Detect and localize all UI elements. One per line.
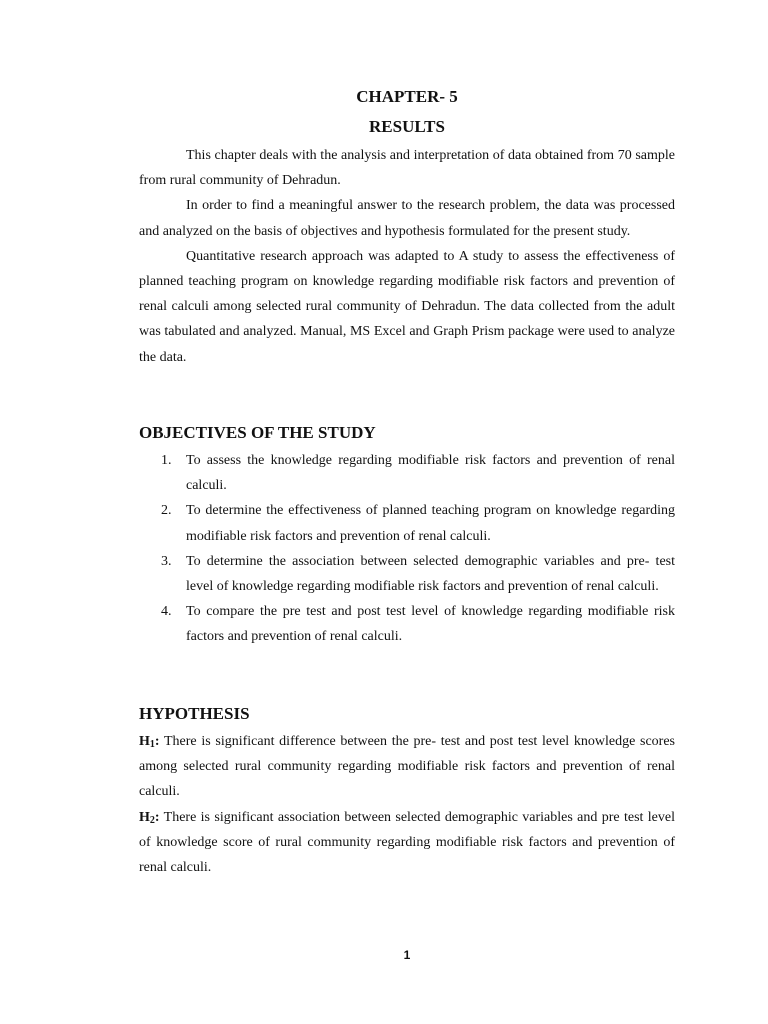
objective-number: 2. <box>161 503 172 519</box>
hypothesis-heading: HYPOTHESIS <box>139 704 250 723</box>
results-heading: RESULTS <box>369 117 445 136</box>
objective-item <box>139 599 675 649</box>
objectives-list <box>139 448 675 650</box>
hypothesis-label: $H_2$: <box>139 809 160 826</box>
objective-text: To compare the pre test and post test level of knowledge regarding modifiable risk factors and prevention of renal calculi. <box>186 604 675 645</box>
hypothesis-text: There is significant difference between the pre- test and post test level knowledge scores among selected rural community regarding modifiable risk factors and prevention of renal calculi. <box>139 734 675 800</box>
intro-section <box>139 143 675 370</box>
hypothesis-section <box>139 729 675 880</box>
page-number: 1 <box>403 948 411 962</box>
objective-number: 1. <box>161 453 172 468</box>
objectives-heading: OBJECTIVES OF THE STUDY <box>139 423 376 442</box>
intro-paragraph-1: This chapter deals with the analysis and interpretation of data obtained from 70 sample from rural community of Dehradun. <box>139 148 675 189</box>
document-page <box>139 0 675 1024</box>
objective-number: 3. <box>161 553 172 569</box>
objective-text: To determine the effectiveness of planned teaching program on knowledge regarding modifiable risk factors and prevention of renal calculi. <box>186 503 675 544</box>
hypothesis-label: $H_1$: <box>139 734 160 750</box>
intro-paragraph-3: Quantitative research approach was adapted to A study to assess the effectiveness of planned teaching program on knowledge regarding modifiable risk factors and prevention of renal calculi among selected rural community of Dehradun. The data collected from the adult was tabulated and analyzed. Manual, MS Excel and Graph Prism package were used to analyze the data. <box>139 248 675 365</box>
hypothesis-item-2 <box>139 805 675 881</box>
intro-paragraph-2: In order to find a meaningful answer to the research problem, the data was processed and analyzed on the basis of objectives and hypothesis formulated for the present study. <box>139 198 675 239</box>
objective-item <box>139 549 675 599</box>
hypothesis-text: There is significant association between selected demographic variables and pre test level of knowledge score of rural community regarding modifiable risk factors and prevention of renal calculi. <box>139 809 675 876</box>
objective-item <box>139 498 675 548</box>
chapter-heading: CHAPTER- 5 <box>356 87 458 106</box>
objective-number: 4. <box>161 604 172 620</box>
objective-item <box>139 448 675 498</box>
hypothesis-item-1 <box>139 729 675 805</box>
objective-text: To determine the association between selected demographic variables and pre- test level of knowledge regarding modifiable risk factors and prevention of renal calculi. <box>186 553 675 595</box>
objective-text: To assess the knowledge regarding modifiable risk factors and prevention of renal calculi. <box>186 453 675 494</box>
